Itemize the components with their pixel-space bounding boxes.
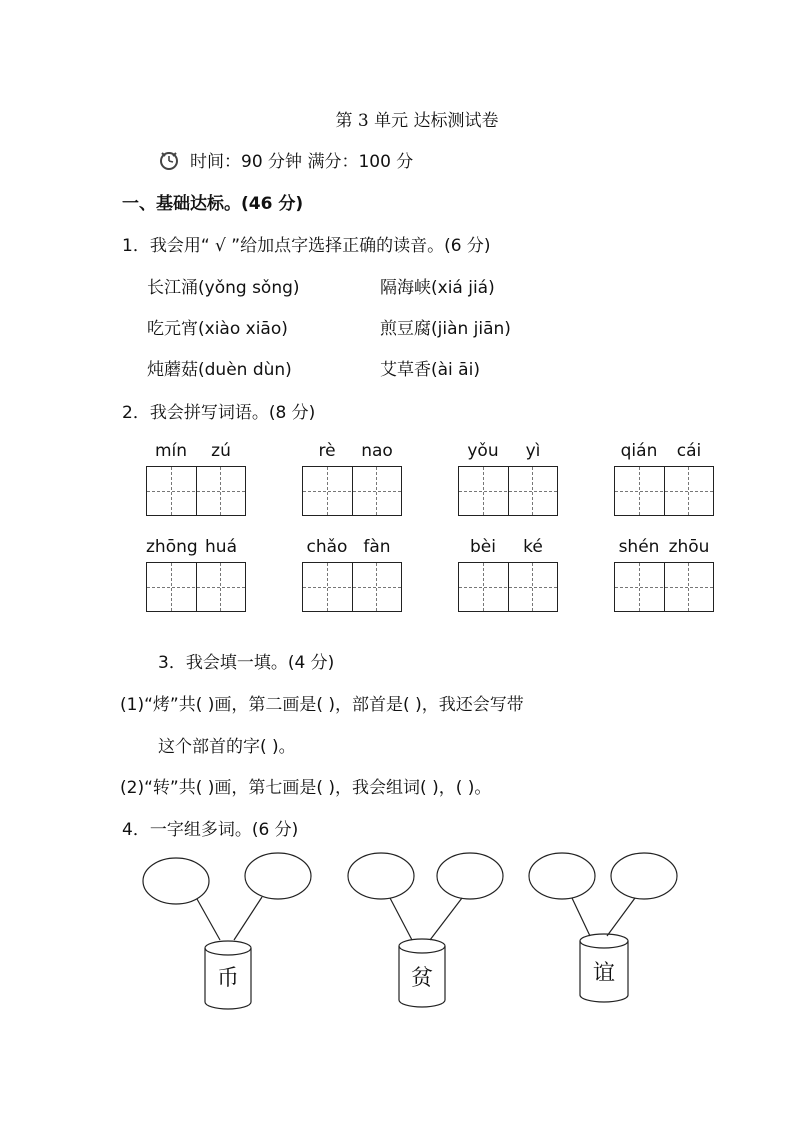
q1-item: 炖蘑菇(duèn dùn): [147, 360, 292, 380]
pinyin-label: huá: [205, 537, 237, 557]
page-title: 第 3 单元 达标测试卷: [335, 111, 499, 131]
section-heading: 一、基础达标。(46 分): [122, 194, 304, 214]
q1-item: 煎豆腐(jiàn jiān): [380, 319, 511, 339]
pinyin-label: zhōu: [668, 537, 710, 557]
q1-item: 隔海峡(xiá jiá): [380, 278, 495, 298]
q1-item: 吃元宵(xiào xiāo): [147, 319, 288, 339]
root-character: 谊: [592, 961, 616, 986]
time-score-text: 时间：90 分钟 满分：100 分: [190, 152, 414, 172]
answer-bubble[interactable]: [611, 853, 677, 899]
answer-bubble[interactable]: [348, 853, 414, 899]
pinyin-label: bèi: [470, 537, 496, 557]
pinyin-label: rè: [318, 441, 336, 461]
pinyin-label: yǒu: [467, 441, 499, 461]
q3-line: (1)“烤”共( )画，第二画是( )，部首是( )，我还会写带: [120, 695, 524, 715]
q1-prompt: 1．我会用“ √ ”给加点字选择正确的读音。(6 分): [122, 236, 491, 256]
pinyin-label: yì: [525, 441, 541, 461]
pinyin-label: nao: [361, 441, 393, 461]
q4-prompt: 4．一字组多词。(6 分): [122, 820, 299, 840]
pinyin-label: zhōng: [146, 537, 198, 557]
root-character: 贫: [410, 966, 434, 991]
pinyin-label: qián: [620, 441, 658, 461]
q1-item: 艾草香(ài āi): [380, 360, 480, 380]
pinyin-label: mín: [154, 441, 188, 461]
answer-bubble[interactable]: [245, 853, 311, 899]
q3-line: (2)“转”共( )画，第七画是( )，我会组词( )，( )。: [120, 778, 492, 798]
pinyin-label: fàn: [363, 537, 391, 557]
q3-line: 这个部首的字( )。: [158, 737, 296, 757]
q1-item: 长江涌(yǒng sǒng): [147, 278, 300, 298]
pinyin-label: chǎo: [306, 537, 348, 557]
root-character: 币: [216, 966, 240, 991]
pinyin-label: ké: [523, 537, 543, 557]
answer-bubble[interactable]: [529, 853, 595, 899]
pinyin-label: shén: [618, 537, 660, 557]
answer-bubble[interactable]: [437, 853, 503, 899]
q2-prompt: 2．我会拼写词语。(8 分): [122, 403, 316, 423]
pinyin-label: cái: [676, 441, 702, 461]
answer-bubble[interactable]: [143, 858, 209, 904]
q3-prompt: 3．我会填一填。(4 分): [158, 653, 335, 673]
pinyin-label: zú: [211, 441, 231, 461]
